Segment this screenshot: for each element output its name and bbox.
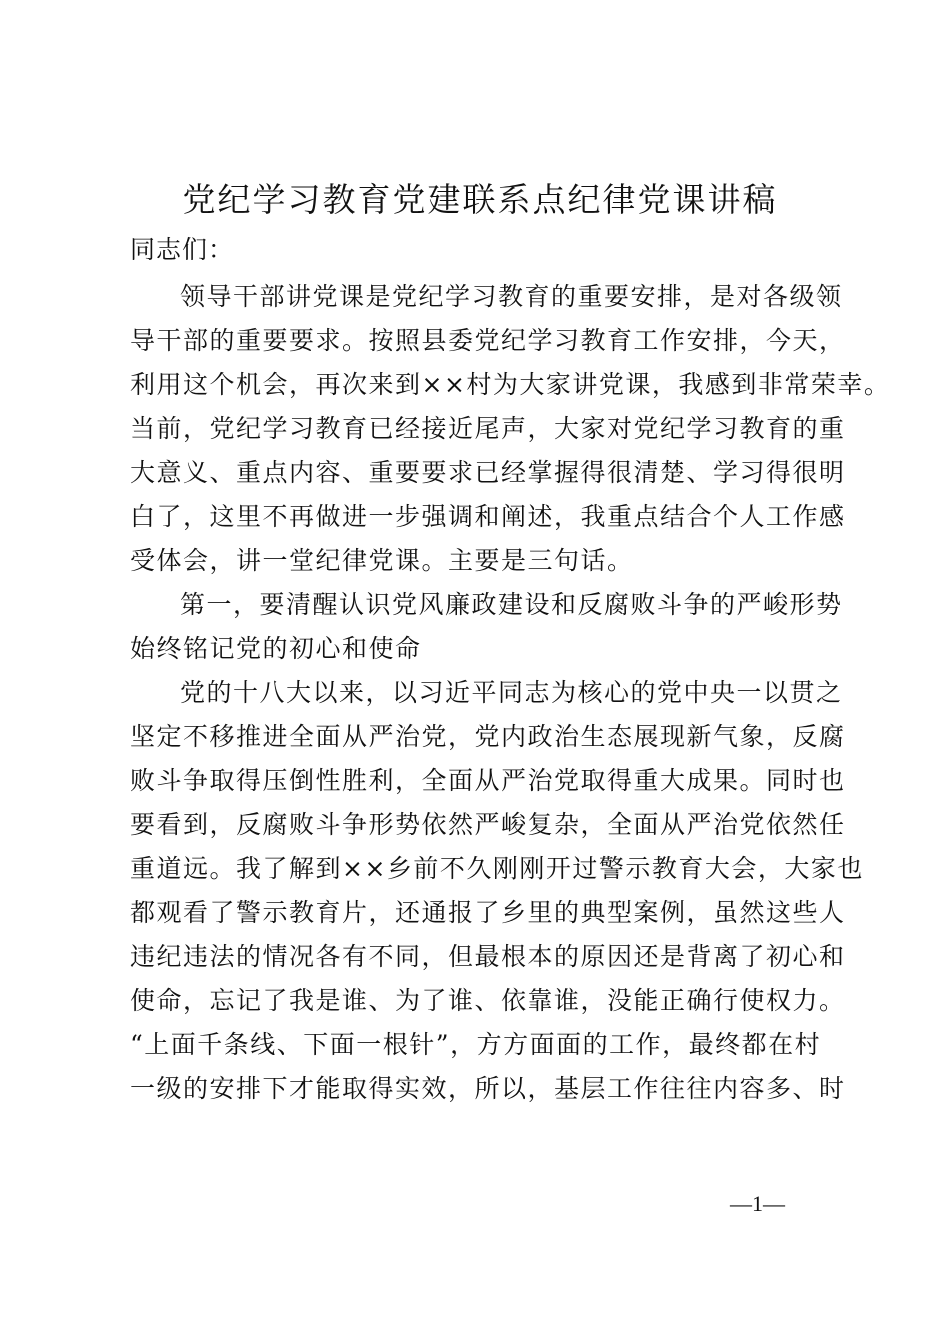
paragraph-line: 违纪违法的情况各有不同，但最根本的原因还是背离了初心和 [130,942,846,971]
paragraph-line: 导干部的重要要求。按照县委党纪学习教育工作安排，今天， [130,326,846,355]
paragraph-line: 大意义、重点内容、重要要求已经掌握得很清楚、学习得很明 [130,458,846,487]
paragraph-line: 重道远。我了解到××乡前不久刚刚开过警示教育大会，大家也 [130,854,864,883]
page-number: —1— [730,1191,785,1216]
paragraph-line: “上面千条线、下面一根针”，方方面面的工作，最终都在村 [130,1030,822,1059]
body-text [130,275,891,1111]
paragraph-line: 一级的安排下才能取得实效，所以，基层工作往往内容多、时 [130,1074,846,1103]
paragraph-line: 党的十八大以来，以习近平同志为核心的党中央一以贯之 [180,678,843,707]
paragraph-line: 当前，党纪学习教育已经接近尾声，大家对党纪学习教育的重 [130,414,846,443]
document-title: 党纪学习教育党建联系点纪律党课讲稿 [182,180,778,219]
paragraph-line: 白了，这里不再做进一步强调和阐述，我重点结合个人工作感 [130,502,846,531]
paragraph-line: 利用这个机会，再次来到××村为大家讲党课，我感到非常荣幸。 [130,370,891,399]
section-heading-line: 始终铭记党的初心和使命 [130,634,422,663]
paragraph-line: 坚定不移推进全面从严治党，党内政治生态展现新气象，反腐 [130,722,846,751]
paragraph-line: 领导干部讲党课是党纪学习教育的重要安排，是对各级领 [180,282,843,311]
paragraph-line: 受体会，讲一堂纪律党课。主要是三句话。 [130,546,634,575]
paragraph-line: 都观看了警示教育片，还通报了乡里的典型案例，虽然这些人 [130,898,846,927]
section-heading-line: 第一，要清醒认识党风廉政建设和反腐败斗争的严峻形势 [180,590,843,619]
paragraph-line: 要看到，反腐败斗争形势依然严峻复杂，全面从严治党依然任 [130,810,846,839]
paragraph-line: 败斗争取得压倒性胜利，全面从严治党取得重大成果。同时也 [130,766,846,795]
salutation: 同志们： [130,235,235,264]
paragraph-line: 使命，忘记了我是谁、为了谁、依靠谁，没能正确行使权力。 [130,986,846,1015]
